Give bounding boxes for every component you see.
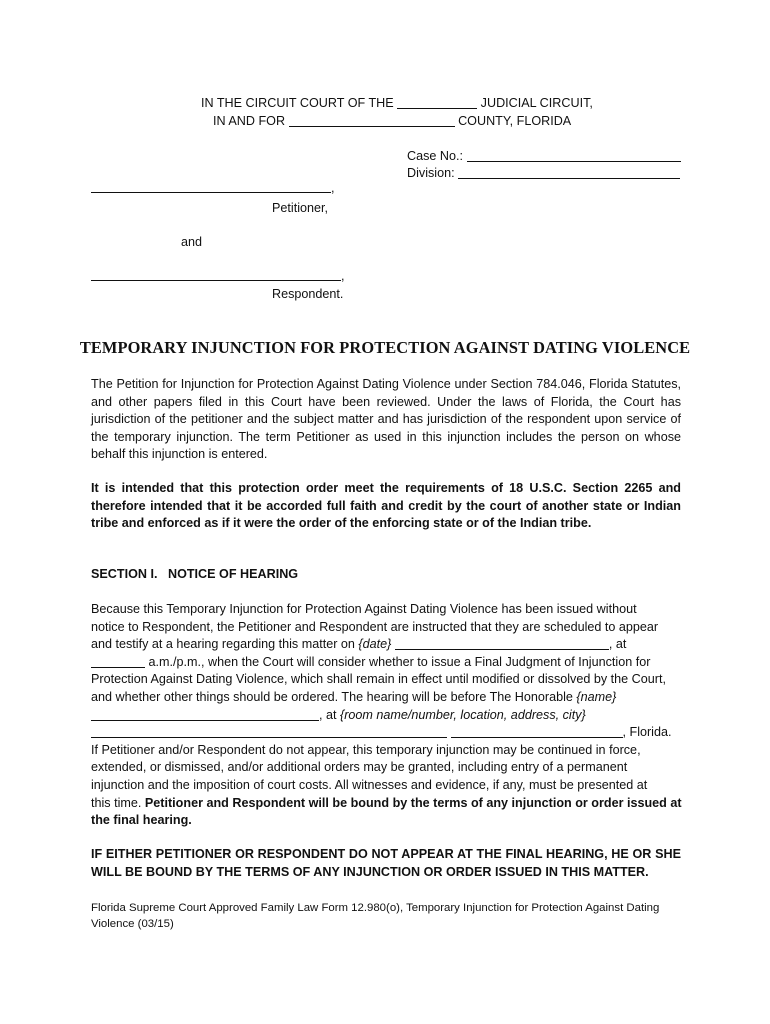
notice-line-10: extended, or dismissed, and/or additional orders may be granted, including entry of a permanent bbox=[91, 760, 628, 775]
notice-line-1: Because this Temporary Injunction for Protection Against Dating Violence has been issued without bbox=[91, 602, 637, 616]
warning-paragraph bbox=[91, 846, 681, 881]
form-footer: Florida Supreme Court Approved Family Law Form 12.980(o), Temporary Injunction for Protection Against Dating Violence (03/15) bbox=[91, 902, 660, 930]
petitioner-label: Petitioner, bbox=[272, 201, 329, 215]
notice-line-9: If Petitioner and/or Respondent do not appear, this temporary injunction may be continued in force, bbox=[91, 742, 641, 757]
division-label: Division: bbox=[407, 166, 455, 180]
judge-name-field[interactable] bbox=[91, 707, 319, 721]
intro-paragraph bbox=[91, 376, 681, 464]
notice-line-8 bbox=[91, 724, 681, 742]
notice-line-7 bbox=[91, 707, 681, 725]
case-no-row bbox=[407, 148, 681, 163]
notice-line-2: notice to Respondent, the Petitioner and Respondent are instructed that they are scheduled to appear bbox=[91, 619, 659, 634]
respondent-name-field[interactable] bbox=[91, 280, 341, 281]
hearing-time-field[interactable] bbox=[91, 654, 145, 668]
hearing-date-field[interactable] bbox=[395, 636, 609, 650]
notice-line-8-suffix: , Florida. bbox=[622, 725, 672, 740]
county-field[interactable] bbox=[289, 113, 455, 127]
notice-line-3 bbox=[91, 636, 681, 654]
full-faith-text: It is intended that this protection order meet the requirements of 18 U.S.C. Section 2265 and therefore intended that it be accorded full faith and credit by the court of another state or Indian tribe and enforced as if it were the order of the enforcing state or of the Indian tribe. bbox=[91, 481, 681, 531]
judicial-circuit-field[interactable] bbox=[397, 95, 477, 109]
judge-name-placeholder: {name} bbox=[576, 689, 617, 704]
respondent-comma: , bbox=[341, 269, 345, 283]
notice-line-12 bbox=[91, 795, 681, 813]
notice-line-6 bbox=[91, 689, 681, 707]
division-row bbox=[407, 165, 680, 180]
notice-line-4 bbox=[91, 654, 681, 672]
location-placeholder: {room name/number, location, address, city} bbox=[340, 707, 586, 722]
county-prefix: IN AND FOR bbox=[213, 114, 286, 128]
notice-line-13: the final hearing. bbox=[91, 813, 192, 828]
date-placeholder: {date} bbox=[358, 637, 392, 652]
case-no-label: Case No.: bbox=[407, 149, 463, 163]
court-header-prefix: IN THE CIRCUIT COURT OF THE bbox=[201, 96, 394, 110]
notice-line-12-prefix: this time. bbox=[91, 795, 145, 810]
warning-text: IF EITHER PETITIONER OR RESPONDENT DO NOT APPEAR AT THE FINAL HEARING, HE OR SHE WILL BE BOUND BY THE TERMS OF ANY INJUNCTION OR ORDER ISSUED IN THIS MATTER. bbox=[91, 847, 681, 879]
court-header-suffix: JUDICIAL CIRCUIT, bbox=[480, 96, 593, 110]
notice-line-7-mid: , at bbox=[319, 707, 340, 722]
notice-line-4-suffix: a.m./p.m., when the Court will consider whether to issue a Final Judgment of Injunction for bbox=[145, 654, 651, 669]
location-field[interactable] bbox=[91, 724, 447, 738]
petitioner-name-field[interactable] bbox=[91, 192, 331, 193]
division-field[interactable] bbox=[458, 165, 680, 179]
court-header-line1 bbox=[201, 95, 593, 110]
city-field[interactable] bbox=[451, 724, 623, 738]
notice-line-3-prefix: and testify at a hearing regarding this matter on bbox=[91, 637, 359, 652]
document-title: TEMPORARY INJUNCTION FOR PROTECTION AGAINST DATING VIOLENCE bbox=[79, 338, 691, 357]
intro-text: The Petition for Injunction for Protection Against Dating Violence under Section 784.046, Florida Statutes, and other papers filed in this Court have been reviewed. Under the laws of Florida, the Court has jurisdiction of the petitioner and the subject matter and has jurisdiction of the respondent upon service of the temporary injunction. The term Petitioner as used in this injunction includes the person on whose behalf this injunction is entered. bbox=[91, 377, 681, 462]
notice-line-3-suffix: , at bbox=[608, 637, 627, 652]
respondent-label: Respondent. bbox=[272, 287, 344, 301]
court-header-line2 bbox=[213, 113, 571, 128]
full-faith-paragraph bbox=[91, 480, 681, 533]
notice-of-hearing-paragraph bbox=[91, 601, 681, 830]
county-suffix: COUNTY, FLORIDA bbox=[458, 114, 572, 128]
section-heading: SECTION I. NOTICE OF HEARING bbox=[91, 567, 299, 581]
and-label: and bbox=[181, 235, 203, 249]
notice-line-11: injunction and the imposition of court costs. All witnesses and evidence, if any, must be presented at bbox=[91, 777, 648, 792]
notice-line-6-prefix: and whether other things should be ordered. The hearing will be before The Honorable bbox=[91, 689, 577, 704]
case-no-field[interactable] bbox=[467, 148, 681, 162]
notice-line-12-bold: Petitioner and Respondent will be bound by the terms of any injunction or order issued at bbox=[144, 795, 682, 810]
petitioner-comma: , bbox=[331, 181, 335, 195]
notice-line-5: Protection Against Dating Violence, which shall remain in effect until modified or dissolved by the Court, bbox=[91, 672, 666, 687]
